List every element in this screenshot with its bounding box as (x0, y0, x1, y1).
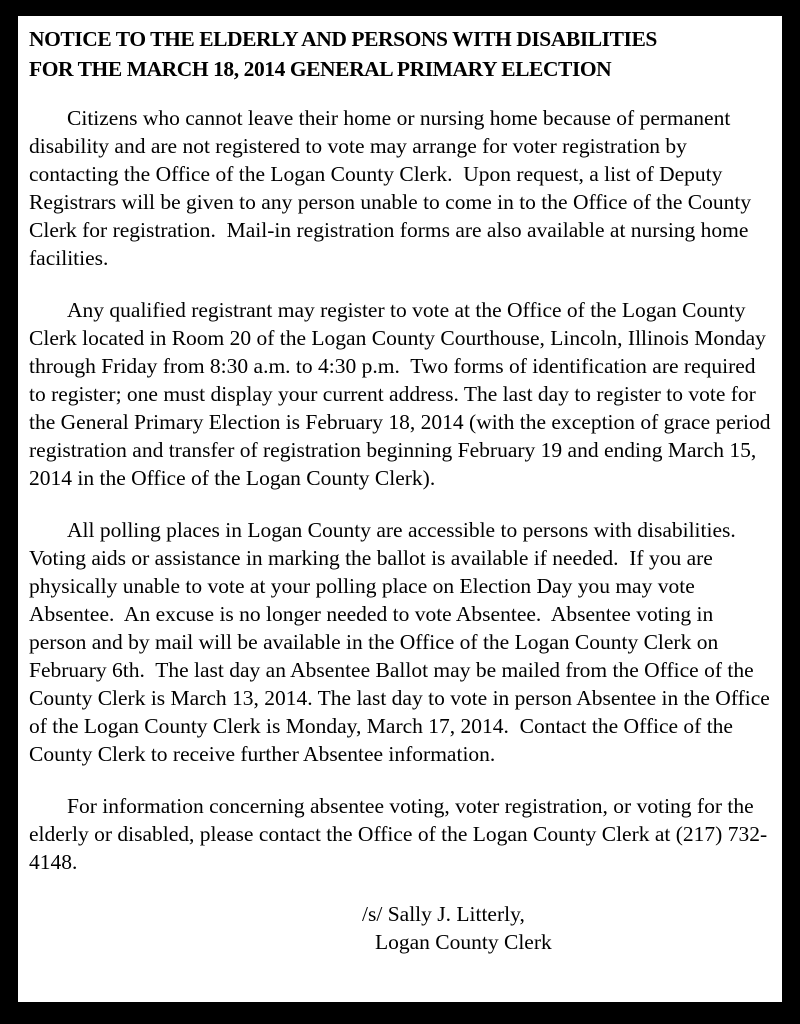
signature-name-line: /s/ Sally J. Litterly, (362, 902, 525, 926)
notice-title (29, 24, 774, 84)
notice-paragraph-registration-homebound: Citizens who cannot leave their home or nursing home because of permanent disability and are not registered to vote may arrange for voter registration by contacting the Office of the Logan County Clerk. Upon request, a list of Deputy Registrars will be given to any person unable to come in to the Office of the County Clerk for registration. Mail-in registration forms are also available at nursing home facilities. (29, 106, 757, 270)
signature-title-line: Logan County Clerk (375, 930, 552, 954)
notice-document-page (18, 16, 782, 1002)
notice-paragraph-contact-info: For information concerning absentee voting, voter registration, or voting for the elderly or disabled, please contact the Office of the Logan County Clerk at (217) 732-4148. (29, 794, 768, 874)
notice-title-line-1: NOTICE TO THE ELDERLY AND PERSONS WITH DISABILITIES (29, 27, 657, 51)
signature-block (362, 900, 774, 956)
notice-paragraph-registration-office: Any qualified registrant may register to vote at the Office of the Logan County Clerk located in Room 20 of the Logan County Courthouse, Lincoln, Illinois Monday through Friday from 8:30 a.m. to 4:30 p.m. Two forms of identification are required to register; one must display your current address. The last day to register to vote for the General Primary Election is February 18, 2014 (with the exception of grace period registration and transfer of registration beginning February 19 and ending March 15, 2014 in the Office of the Logan County Clerk). (29, 298, 776, 490)
notice-paragraph-polling-absentee: All polling places in Logan County are accessible to persons with disabilities. Voting aids or assistance in marking the ballot is available if needed. If you are physically unable to vote at your polling place on Election Day you may vote Absentee. An excuse is no longer needed to vote Absentee. Absentee voting in person and by mail will be available in the Office of the Logan County Clerk on February 6th. The last day an Absentee Ballot may be mailed from the Office of the County Clerk is March 13, 2014. The last day to vote in person Absentee in the Office of the Logan County Clerk is Monday, March 17, 2014. Contact the Office of the County Clerk to receive further Absentee information. (29, 518, 776, 766)
notice-title-line-2: FOR THE MARCH 18, 2014 GENERAL PRIMARY ELECTION (29, 57, 612, 81)
